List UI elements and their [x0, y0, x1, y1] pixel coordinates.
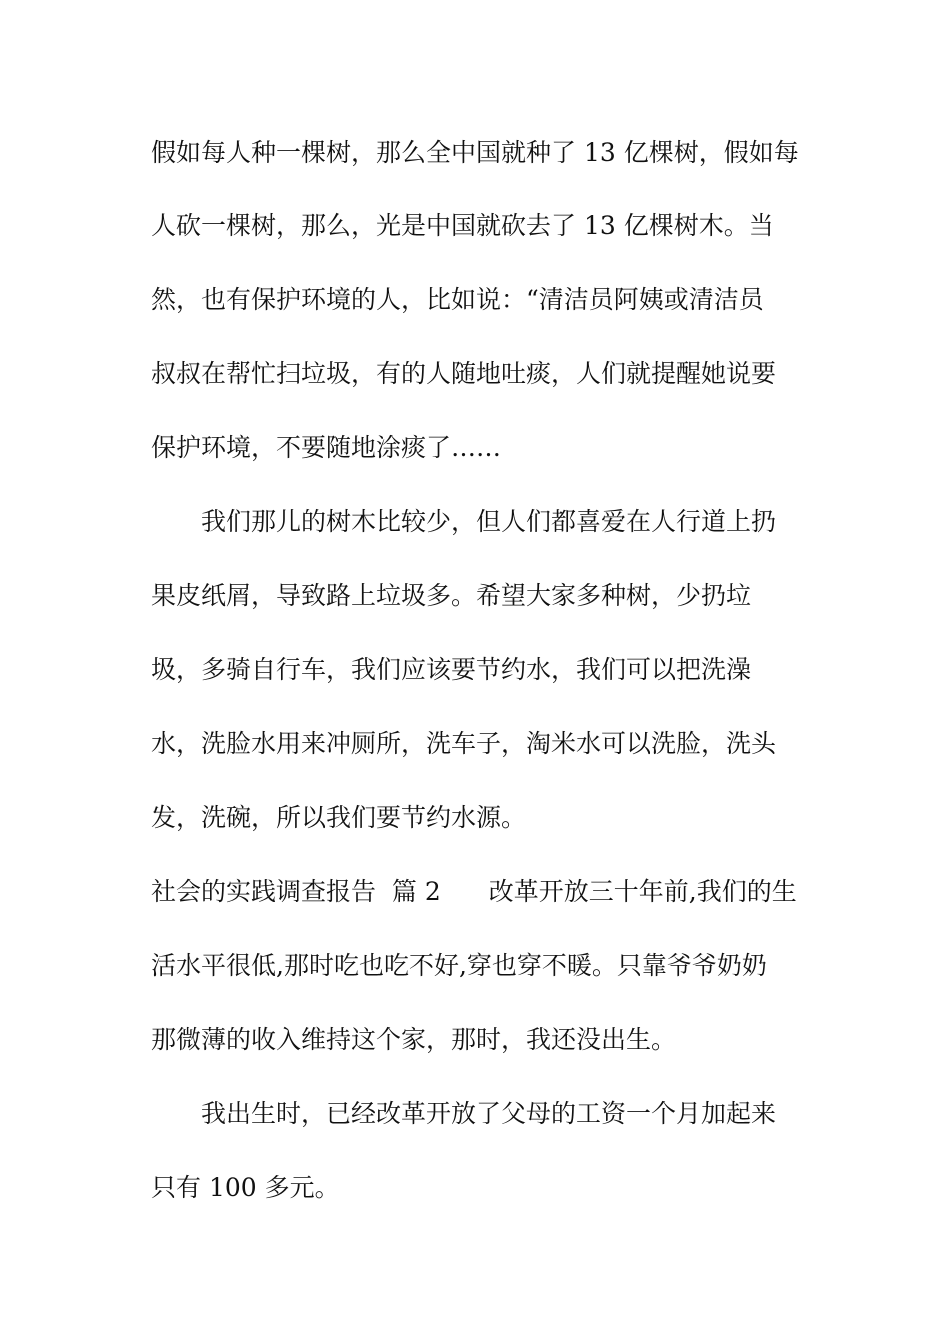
text-line: 人砍一棵树，那么，光是中国就砍去了 13 亿棵树木。当 [151, 211, 774, 240]
text-line: 水，洗脸水用来冲厕所，洗车子，淘米水可以洗脸，洗头 [151, 729, 777, 758]
text-line: 那微薄的收入维持这个家，那时，我还没出生。 [151, 1025, 677, 1054]
text-line: 保护环境，不要随地涂痰了…… [151, 433, 502, 462]
text-line: 发，洗碗，所以我们要节约水源。 [151, 803, 527, 832]
section-line [151, 877, 797, 907]
text-line: 活水平很低,那时吃也吃不好,穿也穿不暖。只靠爷爷奶奶 [151, 951, 767, 980]
text-line: 叔叔在帮忙扫垃圾，有的人随地吐痰，人们就提醒她说要 [151, 359, 777, 388]
text-line: 只有 100 多元。 [151, 1173, 340, 1202]
section-heading: 社会的实践调查报告 篇 2 [151, 877, 441, 906]
text-line: 果皮纸屑，导致路上垃圾多。希望大家多种树，少扔垃 [151, 581, 752, 610]
text-line: 假如每人种一棵树，那么全中国就种了 13 亿棵树，假如每 [151, 138, 799, 167]
section-text-start: 改革开放三十年前,我们的生 [488, 877, 797, 906]
text-line: 然，也有保护环境的人，比如说：“清洁员阿姨或清洁员 [151, 285, 764, 314]
text-line: 圾，多骑自行车，我们应该要节约水，我们可以把洗澡 [151, 655, 752, 684]
paragraph-first-line: 我们那儿的树木比较少，但人们都喜爱在人行道上扔 [201, 507, 777, 536]
paragraph-first-line: 我出生时，已经改革开放了父母的工资一个月加起来 [201, 1099, 777, 1128]
